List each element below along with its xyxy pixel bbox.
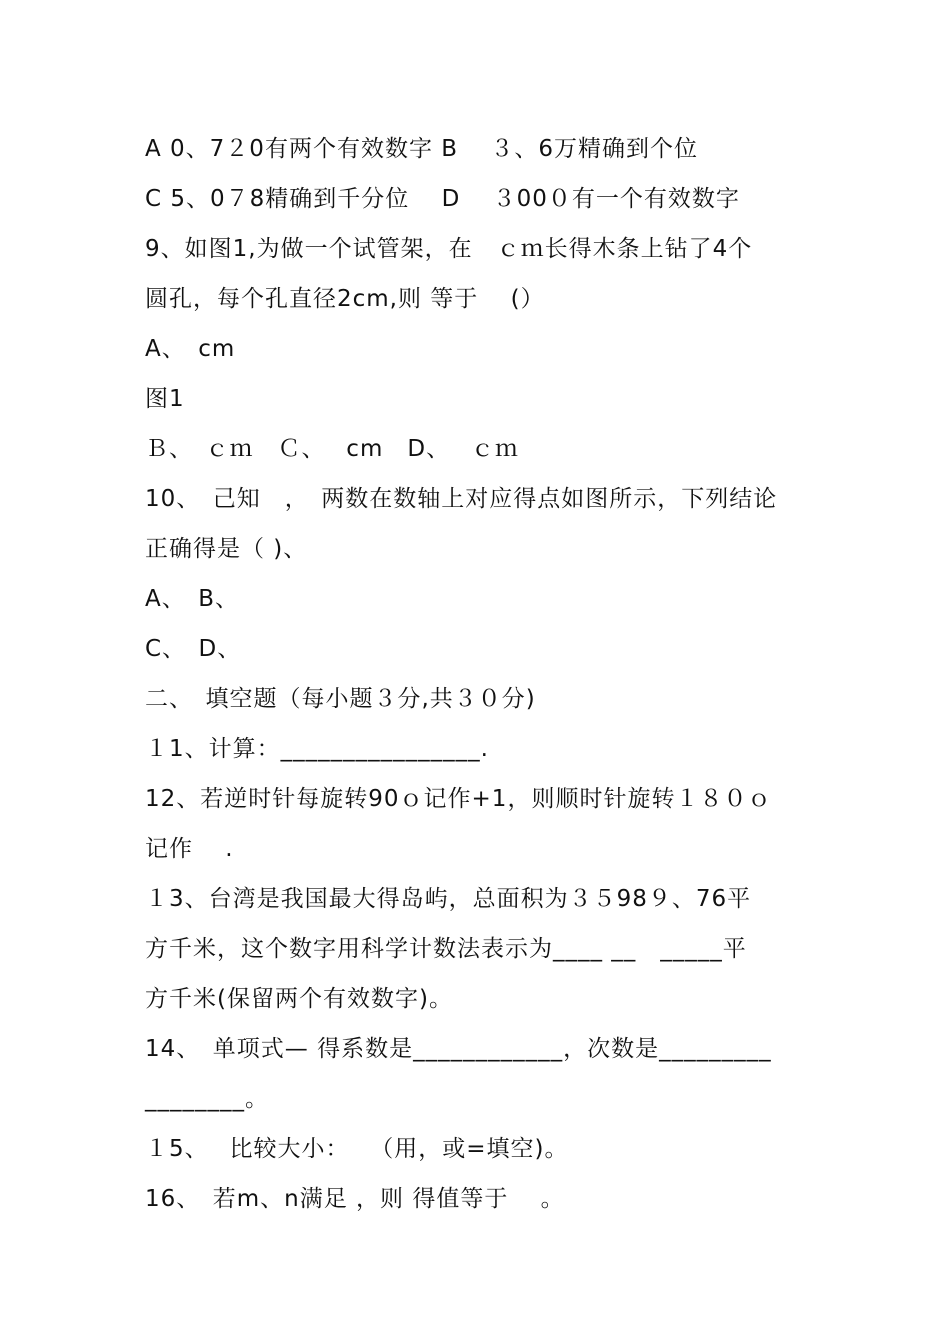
question-9-line: 9、如图1,为做一个试管架，在 ｃｍ长得木条上钻了4个 — [145, 236, 753, 262]
text-line: C、 D、 — [145, 636, 242, 662]
question-15-line: １5、 比较大小： （用，或=填空)。 — [145, 1136, 569, 1162]
text-line: 圆孔，每个孔直径2cm,则 等于 (） — [145, 286, 545, 312]
text-line: A 0、7２0有两个有效数字 B ３、6万精确到个位 — [145, 136, 698, 162]
question-13-line: １3、台湾是我国最大得岛屿，总面积为３５98９、76平 — [145, 886, 752, 912]
section-heading: 二、 填空题（每小题３分,共３０分) — [145, 686, 536, 712]
question-16-line: 16、 若m、n满足 ，则 得值等于 。 — [145, 1186, 565, 1212]
question-11-line: １1、计算：________________. — [145, 736, 489, 762]
text-line: 正确得是（ )、 — [145, 536, 308, 562]
question-12-line: 12、若逆时针每旋转90ｏ记作+1，则顺时针旋转１８０ｏ — [145, 786, 772, 812]
question-14-line: 14、 单项式— 得系数是____________，次数是_________ — [145, 1036, 772, 1062]
text-line: 方千米(保留两个有效数字)。 — [145, 986, 453, 1012]
figure-caption: 图1 — [145, 386, 185, 412]
text-line: 方千米，这个数字用科学计数法表示为____ __ _____平 — [145, 936, 747, 962]
question-10-line: 10、 己知 ， 两数在数轴上对应得点如图所示，下列结论 — [145, 486, 778, 512]
text-line: A、 B、 — [145, 586, 240, 612]
text-line: ________。 — [145, 1086, 269, 1112]
text-line: Ｂ、 ｃｍ Ｃ、 cm D、 ｃｍ — [145, 436, 519, 462]
text-line: 记作 . — [145, 836, 234, 862]
text-line: C 5、0７8精确到千分位 D ３00０有一个有效数字 — [145, 186, 740, 212]
text-line: A、 cm — [145, 336, 236, 362]
